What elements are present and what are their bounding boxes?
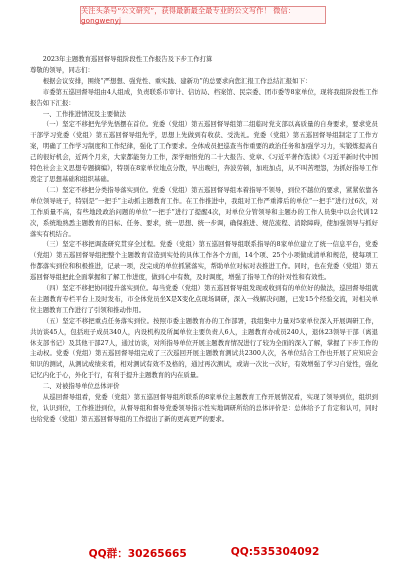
- contact-footer: [0, 546, 408, 561]
- salutation: 尊敬的领导，同志们：: [30, 65, 94, 74]
- paragraph-item-2: （二）坚定不移把分类指导落实到位。党委（党组）第五巡回督导组本着指导不领导，到位不越位的要求，紧紧依靠各单位领导班子，特别是“一把手”主动抓主题教育工作。在工作推进中，我组对工作严重滞后的单位“一把手”进行过6次，对工作质量不高，有些地段政治问题的单位“一把手”进行了提醒4次，对单位分管领导和主题办的工作人员集中以会代训12次，系统地熟悉主题教育的目标、任务、要求，统一思想、统一步调，确保推进、规范流程、消除障碍，使加强领导与抓好落实有机结合。: [30, 185, 378, 238]
- paragraph-item-1: （一）坚定不移把先学先悟摆在首位。党委（党组）第五巡回督导组第二组临时党支部以高质量的自身要求，要求党员干部学习党委（党组）第五巡回督导组先学，思想上先做到有收获、受洗礼。党委（党组）第五巡回督导组制定了工作方案，明确了工作学习制度和工作纪律，强化了工作要求。全体成员把巡查当作重要的政治任务和加强学习力，实锻炼提高自己的很好机会，近两个月来，大家都能努力工作，深学细悟党的二十大报告、党章、《习近平著作选读》《习近平新时代中国特色社会主义思想专题摘编》，特别在8家单位地点分散，早出晚归，奔波劳顿，加班加点，从不叫苦埋怨，为抓好指导工作奠定了思想基础和组织基础。: [30, 120, 378, 183]
- paragraph-overview: 市委第五巡回督导组由4人组成，负责联系市审计、信访局、档案馆、民宗委、团市委等8家单位，现将我组阶段性工作报告如下汇报：: [30, 87, 378, 107]
- paragraph-item-5: （五）坚定不移把重点任务落实到位。按照市委主题教育办的工作部署，我组集中力量对5家单位深入开展调研工作，共访谈45人，包括班子成员340人，内设机构及所属单位主要负责人6人，主题教育办成员240人，退休23领导干部（离退休支部书记）及其他干部27人，通过访谈，对所指导单位开展主题教育情况进行了较为全面的深入了解，掌握了下步工作的主动权。党委（党组）第五巡回督导组完成了三次巡回开展主题教育测试共2300人次，各单位结合工作也开展了应知应会知识的测试，从测试成绩来看，相对测试有效不及格的，通过再次测试，或请一次比一次好，有效增强了学习自觉性，强化记忆内化于心，外化于行，有利于提升主题教育的内在质量。: [30, 316, 378, 380]
- promo-banner-text: 关注头条号“公文研究”，获得最新最全最专业的公文写作！ 微信：gongwenyj: [81, 5, 296, 25]
- paragraph-evaluation: 从巡回督导组看，党委（党组）第五巡回督导组所联系的8家单位主题教育工作开展情况看，实现了领导到位，组织到位，认识到位，工作推进到位，从督导组和督导党委领导指示性实地调研所给的总体评价是：总体给予了肯定和认可，同时也给党委（党组）第五巡回督导组的工作提出了新的更高更严的要求。: [30, 393, 378, 423]
- paragraph-intro: 根据会议安排，围绕“严想想、强党性、重实践、建新功”的总要求向您汇报工作总结汇报如下：: [42, 76, 312, 85]
- paragraph-item-3: （三）坚定不移把调查研究贯穿全过程。党委（党组）第五巡回督导组联系指导的8家单位建立了统一信息平台，党委（党组）第五巡回督导组把整个主题教育营造到实处的具体工作各个方面，14个项、25个小项做成清单和规范，使每项工作都落实到位和积极推进，记录一项，没完成的单位抓紧落实，帮助单位对标对表推进工作。同时，也在党委（党组）第五巡回督导组把此全面掌握和了解工作进度，做到心中有数，及时调度，增强了指导工作的针对性和有效性。: [30, 240, 378, 282]
- qq-number: QQ:535304092: [230, 546, 320, 558]
- qq-group-number: QQ群：30265665: [88, 548, 187, 560]
- promo-banner: [80, 6, 326, 24]
- document-page: [30, 54, 378, 425]
- document-title: 2023年主题教育巡回督导组阶段性工作报告及下步工作打算: [42, 55, 213, 63]
- section-heading-2: 二、对被指导单位总体评价: [42, 382, 120, 391]
- paragraph-item-4: （四）坚定不移把协同提升落实到位。每当党委（党组）第五巡回督导组发现或收到有的单位好的做法，巡回督导组就在主题教育专栏平台上及时发布，市全体党员坐X是X变化点现场调研，深入一线解决问题，已发15个经验交流，对相关单位主题教育工作进行了引领和推动作用。: [30, 284, 378, 314]
- section-heading-1: 一、工作推进情况及主要做法: [42, 109, 126, 118]
